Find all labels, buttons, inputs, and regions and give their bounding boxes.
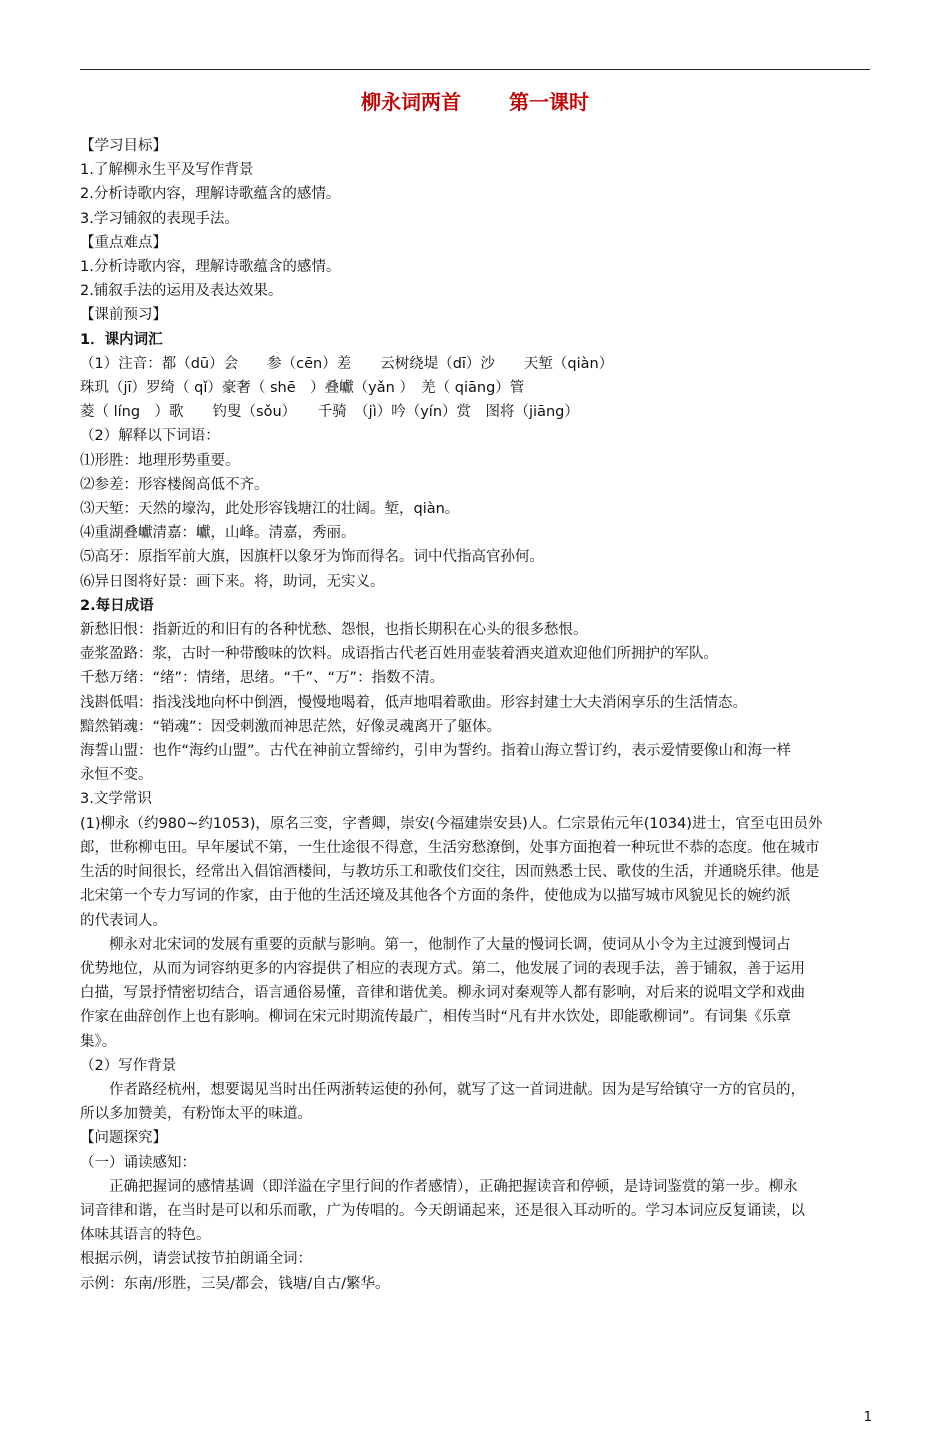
text-line: 柳永对北宋词的发展有重要的贡献与影响。第一，他制作了大量的慢词长调，使词从小令为主过渡到慢词占 [109, 936, 791, 953]
text-line: 【课前预习】 [80, 307, 167, 324]
text-line: 黯然销魂：“销魂”：因受刺激而神思茫然，好像灵魂离开了躯体。 [80, 718, 502, 735]
text-line: (1)柳永（约980~约1053)，原名三变，字耆卿，崇安(今福建崇安县)人。仁宗景佑元年(1034)进士，官至屯田员外 [80, 815, 823, 832]
text-line: 优势地位，从而为词容纳更多的内容提供了相应的表现方式。第二，他发展了词的表现手法，善于铺叙，善于运用 [80, 960, 805, 977]
text-line: 【重点难点】 [80, 234, 167, 251]
text-line: （2）解释以下词语： [80, 428, 220, 445]
text-line: 集》。 [80, 1033, 117, 1050]
text-line: 2.每日成语 [80, 597, 154, 614]
title-lesson: 柳永词两首 [361, 90, 461, 114]
text-line: 生活的时间很长，经常出入倡馆酒楼间，与教坊乐工和歌伎们交往，因而熟悉士民、歌伎的生活，并通晓乐律。他是 [80, 864, 820, 881]
text-line: 所以多加赞美，有粉饰太平的味道。 [80, 1106, 312, 1123]
text-line: 壶浆盈路：浆，古时一种带酸味的饮料。成语指古代老百姓用壶装着酒夹道欢迎他们所拥护的军队。 [80, 646, 718, 663]
text-line: 郎，世称柳屯田。早年屡试不第，一生仕途很不得意，生活穷愁潦倒，处事方面抱着一种玩世不恭的态度。他在城市 [80, 839, 820, 856]
text-line: 永恒不变。 [80, 767, 153, 784]
text-line: ⑸高牙：原指军前大旗，因旗杆以象牙为饰而得名。词中代指高官孙何。 [80, 549, 544, 566]
text-line: 1.了解柳永生平及写作背景 [80, 162, 254, 179]
text-line: 作家在曲辞创作上也有影响。柳词在宋元时期流传最广，相传当时“凡有井水饮处，即能歌柳词”。有词集《乐章 [80, 1009, 792, 1026]
text-line: 词音律和谐，在当时是可以和乐而歌，广为传唱的。今天朗诵起来，还是很入耳动听的。学习本词应反复诵读，以 [80, 1202, 805, 1219]
text-line: 新愁旧恨：指新近的和旧有的各种忧愁、怨恨，也指长期积在心头的很多愁恨。 [80, 622, 588, 639]
text-line: 正确把握词的感情基调（即洋溢在字里行间的作者感情），正确把握读音和停顿，是诗词鉴赏的第一步。柳永 [109, 1178, 798, 1195]
text-line: 海誓山盟：也作“海约山盟”。古代在神前立誓缔约，引申为誓约。指着山海立誓订约，表示爱情要像山和海一样 [80, 743, 792, 760]
document-body [80, 134, 872, 1296]
text-line: 【学习目标】 [80, 138, 167, 154]
text-line: 3.学习铺叙的表现手法。 [80, 210, 239, 227]
text-line: 示例：东南/形胜，三吴/都会，钱塘/自古/繁华。 [80, 1275, 390, 1292]
title-session: 第一课时 [509, 90, 589, 114]
text-line: 北宋第一个专力写词的作家，由于他的生活还境及其他各个方面的条件，使他成为以描写城市风貌见长的婉约派 [80, 888, 791, 905]
text-line: 根据示例，请尝试按节拍朗诵全词： [80, 1251, 312, 1268]
text-line: 珠玑（jī）罗绮（ qǐ）豪奢（ shē ）叠巘（yǎn ） 羌（ qiāng）管 [80, 380, 525, 397]
text-line: ⑷重湖叠巘清嘉：巘，山峰。清嘉，秀丽。 [80, 525, 356, 542]
text-line: 白描，写景抒情密切结合，语言通俗易懂，音律和谐优美。柳永词对秦观等人都有影响，对后来的说唱文学和戏曲 [80, 985, 805, 1002]
text-line: （1）注音：都（dū）会 参（cēn）差 云树绕堤（dī）沙 天堑（qiàn） [80, 355, 614, 372]
text-line: ⑴形胜：地理形势重要。 [80, 452, 240, 469]
page-number: 1 [863, 1410, 872, 1425]
text-line: 菱（ líng ）歌 钓叟（sǒu） 千骑 （jì）吟（yín）赏 图将（jiāng） [80, 404, 579, 421]
text-line: 千愁万绪：“绪”：情绪，思绪。“千”、“万”：指数不清。 [80, 670, 445, 687]
text-line: （2）写作背景 [80, 1057, 177, 1074]
text-line: 作者路经杭州，想要谒见当时出任两浙转运使的孙何，就写了这一首词进献。因为是写给镇守一方的官员的， [109, 1081, 805, 1098]
text-line: 2.铺叙手法的运用及表达效果。 [80, 283, 283, 300]
text-line: ⑶天堑：天然的壕沟，此处形容钱塘江的壮阔。堑，qiàn。 [80, 501, 460, 518]
text-line: 2.分析诗歌内容，理解诗歌蕴含的感情。 [80, 186, 341, 203]
text-line: 1.分析诗歌内容，理解诗歌蕴含的感情。 [80, 259, 341, 276]
text-line: 浅斟低唱：指浅浅地向杯中倒酒，慢慢地喝着，低声地唱着歌曲。形容封建士大夫消闲享乐的生活情态。 [80, 694, 747, 711]
text-line: 3.文学常识 [80, 791, 152, 808]
text-line: （一）诵读感知： [80, 1154, 196, 1171]
header-rule [80, 69, 870, 70]
page-title [0, 86, 950, 115]
text-line: ⑹异日图将好景：画下来。将，助词，无实义。 [80, 573, 385, 590]
text-line: 【问题探究】 [80, 1130, 167, 1147]
text-line: ⑵参差：形容楼阁高低不齐。 [80, 476, 269, 493]
text-line: 1．课内词汇 [80, 331, 163, 348]
text-line: 的代表词人。 [80, 912, 167, 929]
text-line: 体味其语言的特色。 [80, 1227, 211, 1244]
